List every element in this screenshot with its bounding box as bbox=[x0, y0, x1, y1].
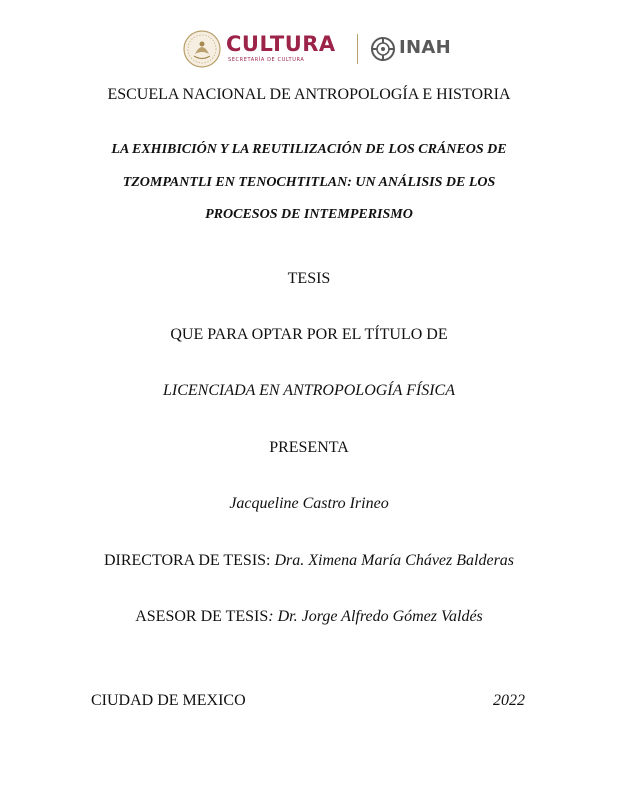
director-line bbox=[0, 552, 618, 570]
thesis-title-line-2: TZOMPANTLI EN TENOCHTITLAN: UN ANÁLISIS DE LOS bbox=[122, 175, 496, 190]
cultura-logo-subtext: SECRETARÍA DE CULTURA bbox=[228, 57, 305, 63]
logo-header bbox=[0, 26, 618, 72]
advisor-line bbox=[0, 608, 618, 626]
inah-emblem-icon bbox=[370, 36, 396, 62]
advisor-colon: : bbox=[268, 608, 274, 625]
school-name: ESCUELA NACIONAL DE ANTROPOLOGÍA E HISTORIA bbox=[107, 86, 511, 103]
advisor-label: ASESOR DE TESIS bbox=[135, 608, 269, 625]
cultura-logo-text: CULTURA bbox=[226, 32, 336, 56]
director-label: DIRECTORA DE TESIS: bbox=[103, 552, 271, 569]
degree-title: LICENCIADA EN ANTROPOLOGÍA FÍSICA bbox=[162, 382, 455, 399]
thesis-title-line-1: LA EXHIBICIÓN Y LA REUTILIZACIÓN DE LOS CRÁNEOS DE bbox=[111, 142, 507, 157]
document-type: TESIS bbox=[287, 270, 331, 287]
presenta-label: PRESENTA bbox=[269, 439, 349, 456]
mexico-seal-icon bbox=[183, 30, 221, 68]
degree-intro: QUE PARA OPTAR POR EL TÍTULO DE bbox=[170, 326, 448, 343]
advisor-name: Dr. Jorge Alfredo Gómez Valdés bbox=[277, 608, 483, 625]
author-name: Jacqueline Castro Irineo bbox=[229, 495, 389, 512]
director-name: Dra. Ximena María Chávez Balderas bbox=[274, 552, 515, 569]
thesis-title-line-3: PROCESOS DE INTEMPERISMO bbox=[205, 207, 413, 222]
footer-year: 2022 bbox=[493, 692, 525, 709]
footer-city: CIUDAD DE MEXICO bbox=[91, 692, 246, 709]
logo-divider bbox=[357, 34, 358, 64]
inah-logo-text: INAH bbox=[399, 37, 451, 58]
